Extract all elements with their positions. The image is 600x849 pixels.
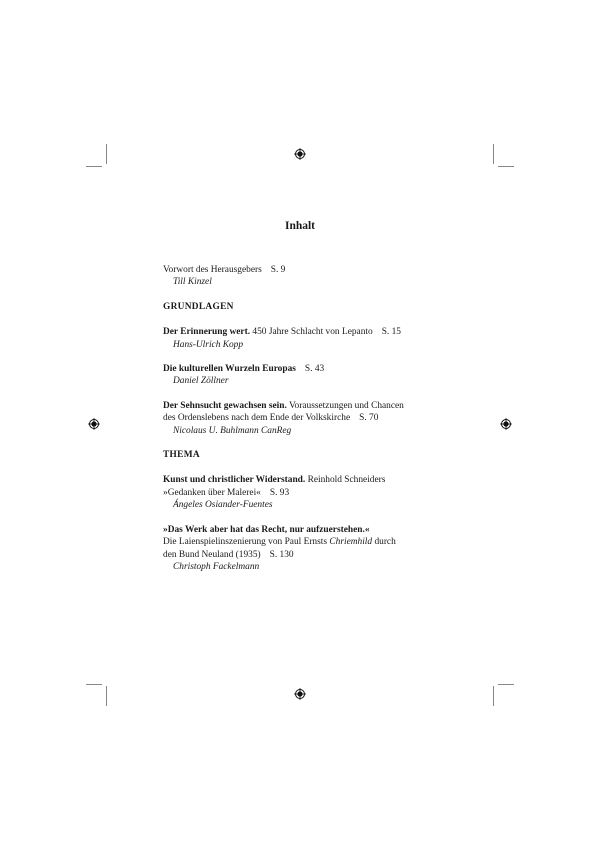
crop-mark — [86, 166, 102, 167]
entry-author: Nicolaus U. Buhlmann CanReg — [173, 425, 292, 436]
page-number: S. 43 — [304, 364, 325, 375]
entry-title: »Das Werk aber hat das Recht, nur aufzuerstehen.« — [163, 524, 370, 535]
page-number: S. 9 — [270, 265, 286, 275]
page-title: Inhalt — [284, 220, 316, 232]
page-number: S. 93 — [269, 487, 290, 498]
toc-entry — [163, 524, 433, 574]
registration-mark-icon — [500, 418, 512, 430]
page-number: S. 15 — [381, 327, 401, 338]
page-number: S. 70 — [359, 413, 379, 424]
entry-title: Die kulturellen Wurzeln Europas — [163, 364, 296, 375]
entry-subtitle-italic: Chriemhild — [329, 537, 373, 548]
entry-subtitle: den Bund Neuland (1935) — [163, 549, 261, 560]
entry-author: Daniel Zöllner — [173, 376, 229, 387]
toc-entry — [163, 400, 433, 437]
page-number: S. 130 — [269, 549, 294, 560]
entry-title: Vorwort des Herausgebers — [163, 265, 262, 275]
entry-author: Ángeles Osiander-Fuentes — [173, 500, 273, 511]
entry-title: Kunst und christlicher Widerstand. — [163, 475, 306, 486]
toc-entry — [163, 474, 433, 511]
toc-entry — [163, 363, 433, 388]
registration-mark-icon — [294, 148, 306, 160]
table-of-contents — [163, 264, 433, 573]
crop-mark — [106, 686, 107, 706]
crop-mark — [493, 686, 494, 706]
entry-subtitle: Voraussetzungen und Chancen — [286, 400, 404, 411]
entry-title: Der Erinnerung wert. — [163, 327, 251, 338]
crop-mark — [498, 684, 514, 685]
registration-mark-icon — [294, 688, 306, 700]
toc-entry — [163, 264, 433, 289]
toc-entry — [163, 326, 433, 351]
entry-author: Till Kinzel — [173, 277, 212, 288]
entry-subtitle: 450 Jahre Schlacht von Lepanto — [250, 327, 373, 338]
entry-author: Christoph Fackelmann — [173, 561, 260, 572]
crop-mark — [106, 144, 107, 164]
entry-subtitle: Die Laienspielinszenierung von Paul Ernsts — [163, 537, 330, 548]
entry-title: Der Sehnsucht gewachsen sein. — [163, 400, 287, 411]
crop-mark — [493, 144, 494, 164]
entry-subtitle: Reinhold Schneiders — [305, 475, 386, 486]
entry-subtitle: durch — [372, 537, 396, 548]
entry-author: Hans-Ulrich Kopp — [173, 339, 244, 350]
entry-subtitle: »Gedanken über Malerei« — [163, 487, 261, 498]
crop-mark — [498, 166, 514, 167]
entry-subtitle: des Ordenslebens nach dem Ende der Volkskirche — [163, 413, 351, 424]
section-heading: THEMA — [163, 450, 200, 461]
registration-mark-icon — [88, 418, 100, 430]
section-heading: GRUNDLAGEN — [163, 301, 234, 312]
crop-mark — [86, 684, 102, 685]
